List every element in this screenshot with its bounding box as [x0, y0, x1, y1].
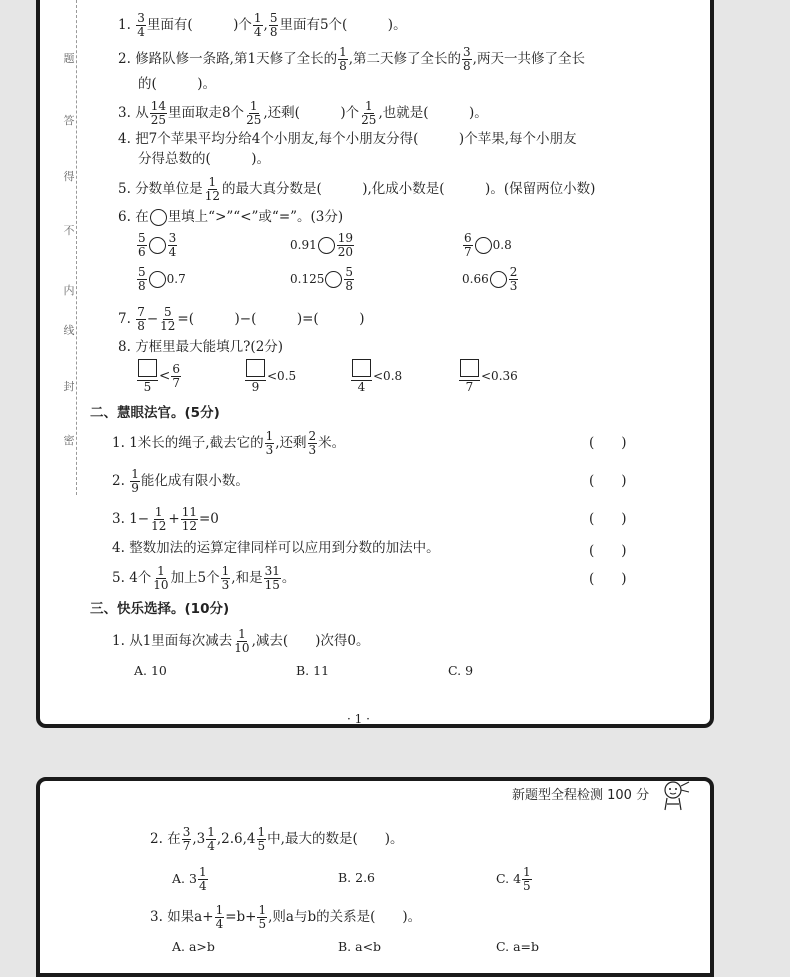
question-4-line-2: 分得总数的( )。 [138, 151, 271, 167]
binding-margin [62, 0, 77, 495]
question-number: 3. [112, 511, 125, 527]
answer-circle[interactable] [149, 271, 166, 288]
question-text: 方框里最大能填几?(2分) [135, 339, 284, 355]
binding-char: 题 [63, 52, 75, 65]
answer-circle[interactable] [318, 237, 335, 254]
choice-option-b[interactable]: B. 2.6 [338, 870, 376, 885]
choice-question-3: 3. 如果a+ $\frac{1}{4}$ =b+ $\frac{1}{5}$ ,则a与b的关系是( )。 [150, 903, 422, 931]
binding-char: 内 [63, 284, 75, 297]
judge-item-5: 5. 4个 $\frac{1}{10}$ 加上5个 $\frac{1}{3}$ ,和是 $\frac{31}{15}$ 。 [112, 564, 296, 592]
compare-item: 0.66 $\frac{2}{3}$ [462, 265, 518, 293]
question-7: 7. $\frac{7}{8}$ − $\frac{5}{12}$ =( )−( )=( ) [118, 305, 365, 333]
mascot-icon [655, 778, 695, 814]
question-5: 5. 分数单位是 $\frac{1}{12}$ 的最大真分数是( ),化成小数是( )。(保留两位小数) [118, 175, 596, 203]
binding-char: 线 [63, 324, 75, 337]
question-text: ,两天一共修了全长 [472, 51, 585, 67]
choice-option-a[interactable]: A. a>b [172, 939, 215, 954]
question-number: 2. [112, 473, 125, 489]
section-3-title: 三、快乐选择。(10分) [90, 601, 230, 617]
fraction: $\frac{14}{25}$ [150, 99, 166, 127]
answer-parentheses[interactable]: ( ) [589, 435, 627, 451]
compare-item: $\frac{6}{7}$ 0.8 [464, 231, 512, 259]
question-4 [118, 130, 576, 148]
fraction: $\frac{1}{25}$ [361, 99, 377, 127]
answer-box[interactable] [352, 359, 371, 377]
compare-item: 0.91 $\frac{19}{20}$ [290, 231, 353, 259]
box-item: 9 <0.5 [244, 359, 296, 394]
compare-item: $\frac{5}{8}$ 0.7 [138, 265, 186, 293]
choice-option-c[interactable]: C. 9 [448, 663, 474, 678]
box-item: 7 <0.36 [458, 359, 518, 394]
fraction: $\frac{5}{8}$ [269, 11, 278, 39]
choice-question-2: 2. 在 $\frac{3}{7}$ ,3 $\frac{1}{4}$ ,2.6,4 $\frac{1}{5}$ 中,最大的数是( )。 [150, 825, 404, 853]
question-6: 6. 在 里填上“>”“<”或“=”。(3分) [118, 209, 344, 225]
question-text: 的最大真分数是( ),化成小数是( )。(保留两位小数) [221, 181, 596, 197]
binding-char: 答 [63, 114, 75, 127]
question-text: 把7个苹果平均分给4个小朋友,每个小朋友分得( )个苹果,每个小朋友 [135, 131, 577, 147]
question-number: 4. [118, 131, 131, 147]
binding-char: 得 [63, 170, 75, 183]
answer-box[interactable] [246, 359, 265, 377]
question-number: 6. [118, 209, 131, 225]
binding-char: 封 [63, 380, 75, 393]
answer-parentheses[interactable]: ( ) [589, 473, 627, 489]
question-text: 里面有( )个 [146, 17, 252, 33]
fraction: $\frac{1}{12}$ [204, 175, 220, 203]
choice-option-c[interactable]: C. a=b [496, 939, 539, 954]
question-number: 2. [118, 51, 131, 67]
binding-char: 不 [63, 224, 75, 237]
answer-circle[interactable] [475, 237, 492, 254]
question-number: 1. [118, 17, 131, 33]
compare-item: 0.125 $\frac{5}{8}$ [290, 265, 353, 293]
choice-option-a[interactable]: A. 3 $\frac{1}{4}$ [172, 865, 207, 893]
fraction: $\frac{3}{4}$ [137, 11, 145, 39]
judge-item-1: 1. 1米长的绳子,截去它的 $\frac{1}{3}$ ,还剩 $\frac{2}{3}$ 米。 [112, 429, 346, 457]
question-text: 里面有5个( )。 [279, 17, 407, 33]
answer-circle[interactable] [149, 237, 166, 254]
answer-circle[interactable] [490, 271, 507, 288]
section-2-title: 二、慧眼法官。(5分) [90, 405, 220, 421]
fraction: $\frac{1}{25}$ [246, 99, 262, 127]
question-2: 2. 修路队修一条路,第1天修了全长的 $\frac{1}{8}$ ,第二天修了全长的 $\frac{3}{8}$ ,两天一共修了全长 [118, 45, 585, 73]
question-text: =( )−( )=( ) [177, 311, 365, 327]
answer-parentheses[interactable]: ( ) [589, 543, 627, 559]
question-2-line-2: 的( )。 [138, 76, 217, 92]
answer-parentheses[interactable]: ( ) [589, 571, 627, 587]
question-number: 1. [112, 435, 125, 451]
answer-box[interactable] [138, 359, 157, 377]
fraction: $\frac{1}{4}$ [253, 11, 262, 39]
judge-item-2: 2. $\frac{1}{9}$ 能化成有限小数。 [112, 467, 249, 495]
choice-option-c[interactable]: C. 4 $\frac{1}{5}$ [496, 865, 531, 893]
question-number: 5. [118, 181, 131, 197]
question-number: 3. [118, 105, 131, 121]
question-3: 3. 从 $\frac{14}{25}$ 里面取走8个 $\frac{1}{25}$ ,还剩( )个 $\frac{1}{25}$ ,也就是( )。 [118, 99, 488, 127]
compare-item: $\frac{5}{6}$ $\frac{3}{4}$ [138, 231, 177, 259]
question-number: 7. [118, 311, 131, 327]
brand-header: 新题型全程检测 100 分 [512, 788, 650, 803]
choice-option-a[interactable]: A. 10 [134, 663, 167, 678]
answer-parentheses[interactable]: ( ) [589, 511, 627, 527]
question-8 [118, 338, 283, 356]
choice-option-b[interactable]: B. 11 [296, 663, 330, 678]
comparison-circle [150, 209, 167, 226]
page-number: · 1 · [347, 712, 370, 726]
judge-item-4: 4. 整数加法的运算定律同样可以应用到分数的加法中。 [112, 540, 440, 556]
question-number: 1. [112, 633, 125, 649]
question-number: 4. [112, 540, 125, 556]
question-text: 里填上“>”“<”或“=”。(3分) [167, 209, 344, 225]
box-item: 5 < $\frac{6}{7}$ [136, 359, 182, 394]
question-number: 8. [118, 339, 131, 355]
binding-char: 密 [63, 434, 75, 447]
box-item: 4 <0.8 [350, 359, 402, 394]
question-number: 3. [150, 909, 163, 925]
fraction: $\frac{3}{8}$ [463, 45, 471, 73]
answer-box[interactable] [460, 359, 479, 377]
choice-question-1: 1. 从1里面每次减去 $\frac{1}{10}$ ,减去( )次得0。 [112, 627, 370, 655]
question-text: 修路队修一条路,第1天修了全长的 [135, 51, 338, 67]
judge-item-3: 3. 1− $\frac{1}{12}$ + $\frac{11}{12}$ =0 [112, 505, 219, 533]
question-number: 5. [112, 570, 125, 586]
choice-option-b[interactable]: B. a<b [338, 939, 382, 954]
fraction: $\frac{1}{8}$ [339, 45, 347, 73]
question-number: 2. [150, 831, 163, 847]
answer-circle[interactable] [325, 271, 342, 288]
question-1: 1. $\frac{3}{4}$ 里面有( )个 $\frac{1}{4}$ , $\frac{5}{8}$ 里面有5个( )。 [118, 11, 407, 39]
